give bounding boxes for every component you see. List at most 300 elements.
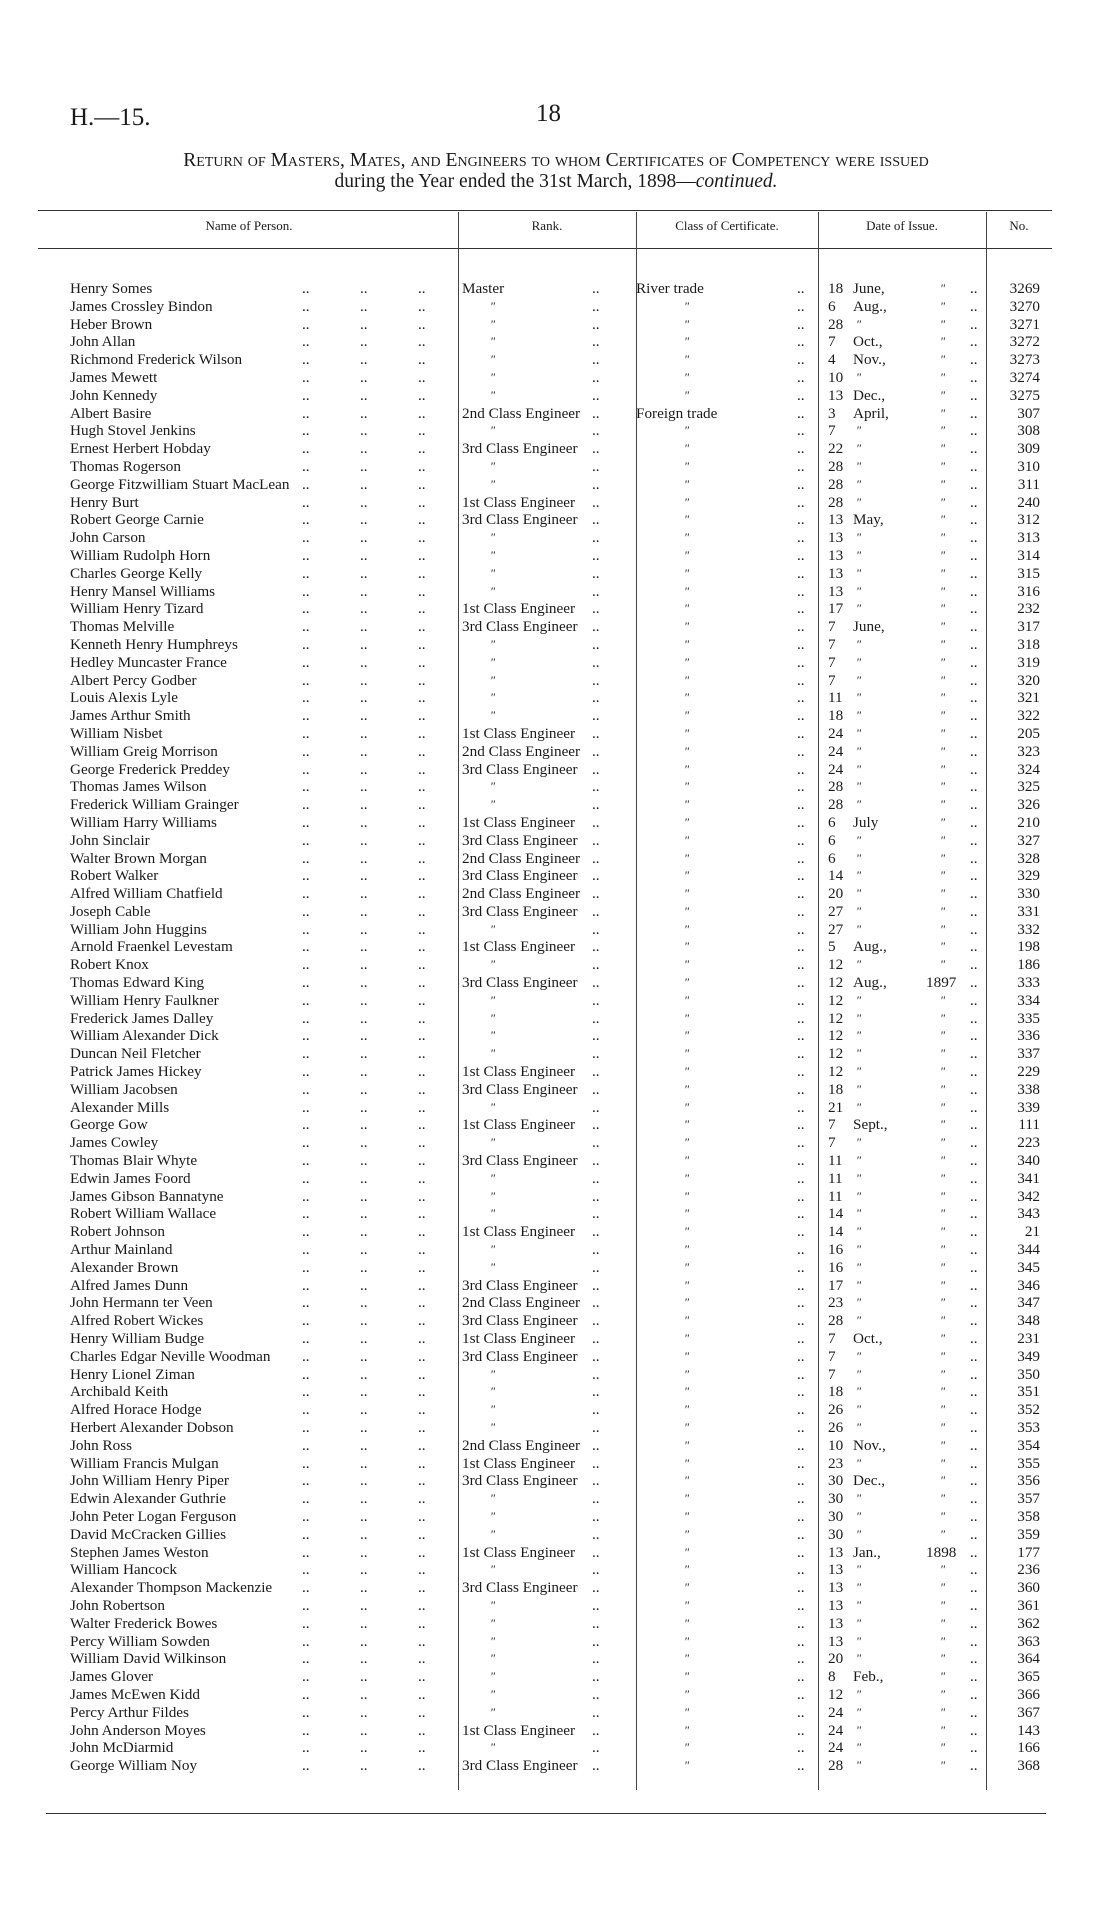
class-cell: " bbox=[684, 1740, 690, 1755]
person-name: James Arthur Smith bbox=[70, 707, 191, 725]
issue-day: 11 bbox=[828, 689, 843, 707]
issue-day: 12 bbox=[828, 1685, 844, 1703]
person-name: William Jacobsen bbox=[70, 1080, 178, 1098]
class-cell: " bbox=[684, 1669, 690, 1684]
leader-dots: .. bbox=[970, 1116, 978, 1134]
leader-dots: .. bbox=[970, 974, 978, 992]
table-row bbox=[70, 1383, 1052, 1401]
rank-cell: " bbox=[490, 1188, 496, 1203]
certificate-number: 367 bbox=[1017, 1703, 1040, 1721]
person-name: Patrick James Hickey bbox=[70, 1063, 202, 1081]
issue-month: " bbox=[856, 1046, 862, 1061]
leader-dots: .. bbox=[418, 404, 426, 422]
leader-dots: .. bbox=[797, 1063, 805, 1081]
leader-dots: .. bbox=[418, 333, 426, 351]
issue-day: 6 bbox=[828, 849, 836, 867]
rank-cell: " bbox=[490, 369, 496, 384]
leader-dots: .. bbox=[797, 315, 805, 333]
class-cell: " bbox=[684, 423, 690, 438]
rank-cell: 3rd Class Engineer bbox=[462, 902, 578, 920]
issue-month: Oct., bbox=[853, 333, 883, 351]
issue-month: " bbox=[856, 761, 862, 776]
leader-dots: .. bbox=[592, 938, 600, 956]
leader-dots: .. bbox=[418, 1205, 426, 1223]
person-name: John Hermann ter Veen bbox=[70, 1294, 213, 1312]
issue-day: 28 bbox=[828, 475, 844, 493]
table-row bbox=[70, 1526, 1052, 1544]
issue-day: 30 bbox=[828, 1490, 844, 1508]
issue-month: " bbox=[856, 369, 862, 384]
rank-cell: 2nd Class Engineer bbox=[462, 849, 581, 867]
person-name: Walter Brown Morgan bbox=[70, 849, 207, 867]
issue-year: " bbox=[940, 281, 946, 295]
class-cell: " bbox=[684, 1722, 690, 1737]
class-cell: " bbox=[684, 476, 690, 491]
leader-dots: .. bbox=[592, 1347, 600, 1365]
certificate-number: 356 bbox=[1017, 1472, 1040, 1490]
table-row bbox=[70, 405, 1052, 423]
leader-dots: .. bbox=[418, 974, 426, 992]
leader-dots: .. bbox=[592, 707, 600, 725]
issue-year: " bbox=[940, 797, 946, 812]
issue-month: " bbox=[856, 743, 862, 758]
leader-dots: .. bbox=[360, 1383, 368, 1401]
class-cell: " bbox=[684, 992, 690, 1007]
certificate-number: 333 bbox=[1017, 974, 1040, 992]
leader-dots: .. bbox=[592, 422, 600, 440]
person-name: Ernest Herbert Hobday bbox=[70, 440, 211, 458]
leader-dots: .. bbox=[360, 1543, 368, 1561]
issue-day: 8 bbox=[828, 1668, 836, 1686]
leader-dots: .. bbox=[418, 760, 426, 778]
table-row bbox=[70, 938, 1052, 956]
class-cell: " bbox=[684, 1242, 690, 1257]
certificate-number: 205 bbox=[1017, 724, 1040, 742]
person-name: George Fitzwilliam Stuart MacLean bbox=[70, 475, 290, 493]
issue-year: " bbox=[940, 1633, 946, 1648]
title-line-2-text: during the Year ended the 31st March, 1898— bbox=[334, 171, 696, 192]
leader-dots: .. bbox=[970, 1525, 978, 1543]
table-row bbox=[70, 743, 1052, 761]
leader-dots: .. bbox=[418, 457, 426, 475]
issue-year: " bbox=[940, 743, 946, 758]
leader-dots: .. bbox=[360, 1330, 368, 1348]
leader-dots: .. bbox=[592, 1454, 600, 1472]
leader-dots: .. bbox=[418, 1685, 426, 1703]
leader-dots: .. bbox=[360, 653, 368, 671]
class-cell: " bbox=[684, 761, 690, 776]
leader-dots: .. bbox=[360, 493, 368, 511]
leader-dots: .. bbox=[797, 902, 805, 920]
table-row bbox=[70, 672, 1052, 690]
leader-dots: .. bbox=[970, 902, 978, 920]
leader-dots: .. bbox=[797, 1152, 805, 1170]
certificate-number: 229 bbox=[1017, 1063, 1040, 1081]
leader-dots: .. bbox=[797, 422, 805, 440]
class-cell: " bbox=[684, 779, 690, 794]
certificate-number: 329 bbox=[1017, 867, 1040, 885]
table-row bbox=[70, 583, 1052, 601]
rank-cell: 3rd Class Engineer bbox=[462, 440, 578, 458]
table-row bbox=[70, 511, 1052, 529]
rank-cell: " bbox=[490, 316, 496, 331]
leader-dots: .. bbox=[418, 422, 426, 440]
issue-day: 30 bbox=[828, 1507, 844, 1525]
leader-dots: .. bbox=[302, 991, 310, 1009]
issue-year: " bbox=[940, 1473, 946, 1488]
leader-dots: .. bbox=[360, 1419, 368, 1436]
issue-day: 6 bbox=[828, 831, 836, 849]
leader-dots: .. bbox=[418, 1276, 426, 1294]
leader-dots: .. bbox=[970, 1365, 978, 1383]
leader-dots: .. bbox=[592, 920, 600, 938]
leader-dots: .. bbox=[592, 1596, 600, 1614]
leader-dots: .. bbox=[302, 1383, 310, 1401]
issue-day: 17 bbox=[828, 1276, 844, 1294]
person-name: John Ross bbox=[70, 1436, 133, 1454]
person-name: Henry Burt bbox=[70, 493, 139, 511]
rank-cell: 3rd Class Engineer bbox=[462, 867, 578, 885]
table-top-rule bbox=[38, 210, 1052, 211]
table-row bbox=[70, 850, 1052, 868]
certificate-number: 166 bbox=[1017, 1739, 1040, 1757]
person-name: James Cowley bbox=[70, 1134, 159, 1152]
leader-dots: .. bbox=[360, 315, 368, 333]
rank-cell: " bbox=[490, 1046, 496, 1061]
class-cell: " bbox=[684, 636, 690, 651]
issue-month: " bbox=[856, 1526, 862, 1541]
leader-dots: .. bbox=[592, 689, 600, 707]
issue-year: " bbox=[940, 1348, 946, 1363]
issue-day: 18 bbox=[828, 1383, 844, 1401]
issue-day: 30 bbox=[828, 1525, 844, 1543]
leader-dots: .. bbox=[970, 920, 978, 938]
issue-month: June, bbox=[853, 280, 885, 297]
issue-day: 13 bbox=[828, 1579, 844, 1597]
leader-dots: .. bbox=[302, 440, 310, 458]
issue-year: " bbox=[940, 654, 946, 669]
title-line-1-fragment: E bbox=[445, 150, 458, 171]
leader-dots: .. bbox=[418, 707, 426, 725]
issue-year: " bbox=[940, 1224, 946, 1239]
issue-year: 1897 bbox=[926, 974, 957, 992]
certificate-number: 328 bbox=[1017, 849, 1040, 867]
issue-day: 30 bbox=[828, 1472, 844, 1490]
leader-dots: .. bbox=[418, 778, 426, 796]
rank-cell: 1st Class Engineer bbox=[462, 1543, 576, 1561]
leader-dots: .. bbox=[418, 1561, 426, 1579]
table-row bbox=[70, 992, 1052, 1010]
leader-dots: .. bbox=[592, 1543, 600, 1561]
issue-year: " bbox=[940, 1384, 946, 1399]
leader-dots: .. bbox=[360, 974, 368, 992]
table-row bbox=[70, 707, 1052, 725]
leader-dots: .. bbox=[592, 1757, 600, 1775]
issue-year: " bbox=[940, 921, 946, 936]
person-name: John William Henry Piper bbox=[70, 1472, 229, 1490]
leader-dots: .. bbox=[360, 1685, 368, 1703]
leader-dots: .. bbox=[970, 404, 978, 422]
issue-day: 13 bbox=[828, 582, 844, 600]
issue-year: " bbox=[940, 1526, 946, 1541]
class-cell: " bbox=[684, 832, 690, 847]
leader-dots: .. bbox=[360, 1134, 368, 1152]
certificate-number: 315 bbox=[1017, 564, 1040, 582]
issue-day: 7 bbox=[828, 635, 836, 653]
leader-dots: .. bbox=[592, 653, 600, 671]
leader-dots: .. bbox=[418, 1258, 426, 1276]
leader-dots: .. bbox=[360, 1347, 368, 1365]
person-name: Joseph Cable bbox=[70, 902, 151, 920]
leader-dots: .. bbox=[302, 315, 310, 333]
leader-dots: .. bbox=[360, 724, 368, 742]
leader-dots: .. bbox=[302, 1152, 310, 1170]
certificate-number: 326 bbox=[1017, 796, 1040, 814]
leader-dots: .. bbox=[970, 991, 978, 1009]
person-name: Robert Johnson bbox=[70, 1223, 165, 1241]
rank-cell: 3rd Class Engineer bbox=[462, 511, 578, 529]
person-name: Duncan Neil Fletcher bbox=[70, 1045, 201, 1063]
class-cell: " bbox=[684, 1704, 690, 1719]
issue-year: " bbox=[940, 387, 946, 402]
leader-dots: .. bbox=[418, 1080, 426, 1098]
rank-cell: " bbox=[490, 779, 496, 794]
leader-dots: .. bbox=[302, 831, 310, 849]
issue-year: " bbox=[940, 1010, 946, 1025]
leader-dots: .. bbox=[360, 991, 368, 1009]
leader-dots: .. bbox=[418, 1525, 426, 1543]
leader-dots: .. bbox=[592, 1116, 600, 1134]
person-name: John Robertson bbox=[70, 1596, 165, 1614]
leader-dots: .. bbox=[592, 635, 600, 653]
leader-dots: .. bbox=[418, 1757, 426, 1775]
issue-day: 18 bbox=[828, 280, 844, 297]
issue-day: 14 bbox=[828, 1205, 844, 1223]
leader-dots: .. bbox=[970, 1187, 978, 1205]
leader-dots: .. bbox=[302, 422, 310, 440]
issue-year: " bbox=[940, 369, 946, 384]
leader-dots: .. bbox=[797, 1045, 805, 1063]
rank-cell: 1st Class Engineer bbox=[462, 1330, 576, 1348]
leader-dots: .. bbox=[592, 1080, 600, 1098]
leader-dots: .. bbox=[302, 885, 310, 903]
leader-dots: .. bbox=[418, 546, 426, 564]
leader-dots: .. bbox=[418, 493, 426, 511]
class-cell: " bbox=[684, 1455, 690, 1470]
issue-day: 16 bbox=[828, 1241, 844, 1259]
leader-dots: .. bbox=[970, 653, 978, 671]
leader-dots: .. bbox=[302, 1027, 310, 1045]
leader-dots: .. bbox=[360, 457, 368, 475]
leader-dots: .. bbox=[592, 1258, 600, 1276]
rank-cell: " bbox=[490, 423, 496, 438]
table-row bbox=[70, 600, 1052, 618]
class-cell: " bbox=[684, 1028, 690, 1043]
issue-month: Aug., bbox=[853, 938, 887, 956]
leader-dots: .. bbox=[302, 351, 310, 369]
leader-dots: .. bbox=[797, 457, 805, 475]
class-cell: " bbox=[684, 1384, 690, 1399]
table-row bbox=[70, 689, 1052, 707]
leader-dots: .. bbox=[797, 1525, 805, 1543]
table-row bbox=[70, 867, 1052, 885]
table-row bbox=[70, 725, 1052, 743]
title-line-2 bbox=[70, 171, 1042, 192]
leader-dots: .. bbox=[797, 867, 805, 885]
leader-dots: .. bbox=[970, 1703, 978, 1721]
certificate-number: 143 bbox=[1017, 1721, 1040, 1739]
leader-dots: .. bbox=[302, 707, 310, 725]
issue-day: 12 bbox=[828, 991, 844, 1009]
certificate-number: 347 bbox=[1017, 1294, 1040, 1312]
rank-cell: 1st Class Engineer bbox=[462, 813, 576, 831]
leader-dots: .. bbox=[418, 1045, 426, 1063]
rank-cell: " bbox=[490, 583, 496, 598]
leader-dots: .. bbox=[592, 1152, 600, 1170]
certificate-number: 236 bbox=[1017, 1561, 1040, 1579]
certificate-number: 311 bbox=[1017, 475, 1040, 493]
issue-year: " bbox=[940, 1686, 946, 1701]
certificate-number: 307 bbox=[1017, 404, 1040, 422]
issue-year: " bbox=[940, 725, 946, 740]
title-line-1-fragment: R bbox=[183, 150, 197, 171]
issue-day: 24 bbox=[828, 724, 844, 742]
table-row bbox=[70, 1437, 1052, 1455]
column-header-no: No. bbox=[1009, 218, 1029, 233]
certificate-number: 325 bbox=[1017, 778, 1040, 796]
issue-month: " bbox=[856, 868, 862, 883]
issue-month: " bbox=[856, 1188, 862, 1203]
leader-dots: .. bbox=[970, 1436, 978, 1454]
table-row bbox=[70, 1401, 1052, 1419]
table-row bbox=[70, 1472, 1052, 1490]
class-cell: " bbox=[684, 850, 690, 865]
issue-year: " bbox=[940, 352, 946, 367]
issue-day: 11 bbox=[828, 1152, 843, 1170]
issue-year: " bbox=[940, 992, 946, 1007]
issue-year: " bbox=[940, 779, 946, 794]
column-header-date: Date of Issue. bbox=[866, 218, 938, 233]
leader-dots: .. bbox=[592, 1009, 600, 1027]
leader-dots: .. bbox=[418, 1347, 426, 1365]
leader-dots: .. bbox=[360, 1579, 368, 1597]
table-row bbox=[70, 1134, 1052, 1152]
issue-month: " bbox=[856, 654, 862, 669]
leader-dots: .. bbox=[302, 1401, 310, 1419]
issue-day: 24 bbox=[828, 1721, 844, 1739]
issue-day: 28 bbox=[828, 778, 844, 796]
leader-dots: .. bbox=[302, 956, 310, 974]
issue-month: Nov., bbox=[853, 351, 886, 369]
leader-dots: .. bbox=[970, 475, 978, 493]
issue-month: " bbox=[856, 1313, 862, 1328]
table-row bbox=[70, 529, 1052, 547]
leader-dots: .. bbox=[592, 1703, 600, 1721]
leader-dots: .. bbox=[970, 1614, 978, 1632]
leader-dots: .. bbox=[592, 368, 600, 386]
title-line-1-fragment: ertificates of bbox=[618, 150, 732, 171]
issue-year: " bbox=[940, 1722, 946, 1737]
leader-dots: .. bbox=[970, 1347, 978, 1365]
certificate-number: 341 bbox=[1017, 1169, 1040, 1187]
rank-cell: 2nd Class Engineer bbox=[462, 885, 581, 903]
class-cell: River trade bbox=[636, 280, 704, 297]
leader-dots: .. bbox=[418, 475, 426, 493]
table-row bbox=[70, 369, 1052, 387]
leader-dots: .. bbox=[797, 618, 805, 636]
certificate-number: 339 bbox=[1017, 1098, 1040, 1116]
issue-year: " bbox=[940, 1135, 946, 1150]
person-name: Hugh Stovel Jenkins bbox=[70, 422, 196, 440]
class-cell: " bbox=[684, 1562, 690, 1577]
issue-month: " bbox=[856, 1508, 862, 1523]
leader-dots: .. bbox=[797, 1383, 805, 1401]
rank-cell: " bbox=[490, 1686, 496, 1701]
leader-dots: .. bbox=[418, 1134, 426, 1152]
leader-dots: .. bbox=[302, 1561, 310, 1579]
leader-dots: .. bbox=[302, 404, 310, 422]
leader-dots: .. bbox=[360, 920, 368, 938]
certificate-number: 314 bbox=[1017, 546, 1040, 564]
person-name: John Carson bbox=[70, 529, 146, 547]
leader-dots: .. bbox=[360, 1757, 368, 1775]
leader-dots: .. bbox=[302, 280, 310, 297]
leader-dots: .. bbox=[302, 724, 310, 742]
leader-dots: .. bbox=[797, 582, 805, 600]
certificate-number: 345 bbox=[1017, 1258, 1040, 1276]
issue-month: " bbox=[856, 1242, 862, 1257]
certificate-number: 331 bbox=[1017, 902, 1040, 920]
leader-dots: .. bbox=[970, 1241, 978, 1259]
table-row bbox=[70, 422, 1052, 440]
certificate-number: 349 bbox=[1017, 1347, 1040, 1365]
leader-dots: .. bbox=[360, 333, 368, 351]
issue-year: " bbox=[940, 1651, 946, 1666]
leader-dots: .. bbox=[418, 1187, 426, 1205]
table-row bbox=[70, 280, 1052, 298]
person-name: Percy Arthur Fildes bbox=[70, 1703, 189, 1721]
leader-dots: .. bbox=[970, 1579, 978, 1597]
leader-dots: .. bbox=[797, 600, 805, 618]
rank-cell: " bbox=[490, 1384, 496, 1399]
leader-dots: .. bbox=[418, 831, 426, 849]
class-cell: " bbox=[684, 1046, 690, 1061]
leader-dots: .. bbox=[592, 1561, 600, 1579]
header-bottom-rule bbox=[38, 248, 1052, 249]
certificate-number: 177 bbox=[1017, 1543, 1040, 1561]
leader-dots: .. bbox=[360, 1063, 368, 1081]
leader-dots: .. bbox=[302, 582, 310, 600]
leader-dots: .. bbox=[302, 1063, 310, 1081]
leader-dots: .. bbox=[418, 956, 426, 974]
leader-dots: .. bbox=[418, 529, 426, 547]
leader-dots: .. bbox=[797, 1134, 805, 1152]
leader-dots: .. bbox=[302, 1241, 310, 1259]
certificate-number: 361 bbox=[1017, 1596, 1040, 1614]
class-cell: " bbox=[684, 903, 690, 918]
class-cell: " bbox=[684, 1473, 690, 1488]
leader-dots: .. bbox=[302, 653, 310, 671]
leader-dots: .. bbox=[302, 457, 310, 475]
leader-dots: .. bbox=[360, 689, 368, 707]
issue-day: 13 bbox=[828, 546, 844, 564]
rank-cell: 1st Class Engineer bbox=[462, 938, 576, 956]
issue-day: 5 bbox=[828, 938, 836, 956]
rank-cell: 2nd Class Engineer bbox=[462, 1294, 581, 1312]
title-continued: continued. bbox=[695, 171, 778, 192]
rank-cell: " bbox=[490, 1669, 496, 1684]
leader-dots: .. bbox=[970, 1757, 978, 1775]
